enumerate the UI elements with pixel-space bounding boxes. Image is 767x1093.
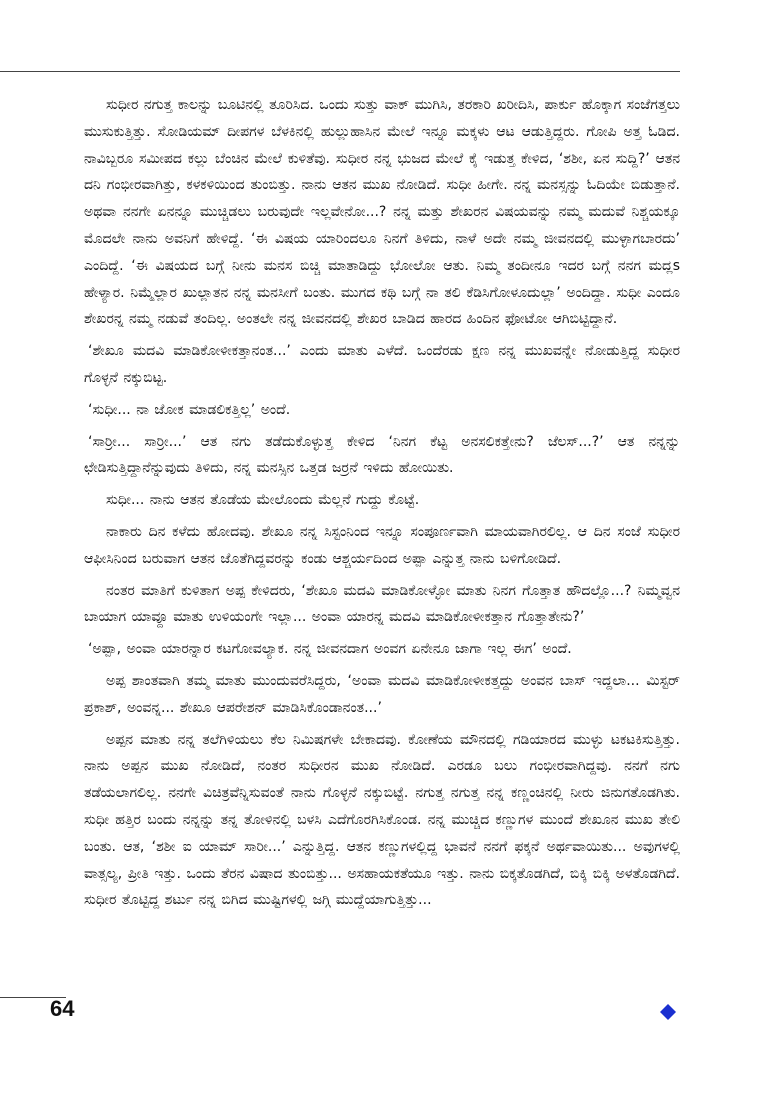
paragraph: ‘ಸಾರ್‍ರೀ... ಸಾರ್‍ರೀ...’ ಆತ ನಗು ತಡೆದುಕೊಳ್ಳುತ್ತ ಕೇಳಿದ ‘ನಿನಗ ಕೆಟ್ಟ ಅನಸಲಿಕತ್ತೇನು? ಜೆಲಸ್...?’ ಆತ ನನ್ನನ್ನು ಛೇಡಿಸುತ್ತಿದ್ದಾನೆನ್ನುವುದು ತಿಳಿದು, ನನ್ನ ಮನಸ್ಸಿನ ಒತ್ತಡ ಜರ್‍ರನೆ ಇಳಿದು ಹೋಯಿತು. <box>84 433 680 477</box>
paragraph: ಅಪ್ಪ ಶಾಂತವಾಗಿ ತಮ್ಮ ಮಾತು ಮುಂದುವರೆಸಿದ್ದರು, ‘ಅಂವಾ ಮದವಿ ಮಾಡಿಕೋಳೀಕತ್ತದ್ದು ಅಂವನ ಬಾಸ್ ಇದ್ದಲಾ... ಮಿಸ್ಟರ್ ಪ್ರಕಾಶ್, ಅಂವನ್ನ... ಶೇಖೂ ಆಪರೇಶನ್ ಮಾಡಿಸಿಕೊಂಡಾನಂತ...’ <box>84 672 680 716</box>
paragraph: ನಾಕಾರು ದಿನ ಕಳೆದು ಹೋದವು. ಶೇಖೂ ನನ್ನ ಸಿಸ್ಟಂನಿಂದ ಇನ್ನೂ ಸಂಪೂರ್ಣವಾಗಿ ಮಾಯವಾಗಿರಲಿಲ್ಲ. ಆ ದಿನ ಸಂಜೆ ಸುಧೀರ ಆಫೀಸಿನಿಂದ ಬರುವಾಗ ಆತನ ಜೊತೆಗಿದ್ದವರನ್ನು ಕಂಡು ಆಶ್ಚರ್ಯದಿಂದ ಅಪ್ಪಾ ಎನ್ನುತ್ತ ನಾನು ಬಳಿಗೋಡಿದೆ. <box>84 523 680 567</box>
paragraph: ‘ಶೇಖೂ ಮದವಿ ಮಾಡಿಕೋಳೀಕತ್ತಾನಂತ...’ ಎಂದು ಮಾತು ಎಳೆದೆ. ಒಂದೆರಡು ಕ್ಷಣ ನನ್ನ ಮುಖವನ್ನೇ ನೋಡುತ್ತಿದ್ದ ಸುಧೀರ ಗೊಳ್ಳನೆ ನಕ್ಕುಬಿಟ್ಟ. <box>84 343 680 386</box>
paragraph: ‘ಸುಧೀ... ನಾ ಜೋಕ ಮಾಡಲಿಕತ್ತಿಲ್ಲ’ ಅಂದೆ. <box>88 401 291 418</box>
paragraph: ಸುಧೀರ ನಗುತ್ತ ಕಾಲನ್ನು ಬೂಟಿನಲ್ಲಿ ತೂರಿಸಿದ. ಒಂದು ಸುತ್ತು ವಾಕ್ ಮುಗಿಸಿ, ತರಕಾರಿ ಖರೀದಿಸಿ, ಪಾರ್ಕು ಹೊಕ್ಕಾಗ ಸಂಜೆಗತ್ತಲು ಮುಸುಕುತ್ತಿತ್ತು. ಸೋಡಿಯಮ್ ದೀಪಗಳ ಬೆಳಕಿನಲ್ಲಿ ಹುಲ್ಲುಹಾಸಿನ ಮೇಲೆ ಇನ್ನೂ ಮಕ್ಕಳು ಆಟ ಆಡುತ್ತಿದ್ದರು. ಗೋಪಿ ಅತ್ತ ಓಡಿದ. ನಾವಿಬ್ಬರೂ ಸಮೀಪದ ಕಲ್ಲು ಬೆಂಚಿನ ಮೇಲೆ ಕುಳಿತೆವು. ಸುಧೀರ ನನ್ನ ಭುಜದ ಮೇಲೆ ಕೈ ಇಡುತ್ತ ಕೇಳಿದ, ‘ಶಶೀ, ಏನ ಸುದ್ದಿ?’ ಆತನ ದನಿ ಗಂಭೀರವಾಗಿತ್ತು, ಕಳಕಳಿಯಿಂದ ತುಂಬಿತ್ತು. ನಾನು ಆತನ ಮುಖ ನೋಡಿದೆ. ಸುಧೀ ಹೀಗೇ. ನನ್ನ ಮನಸ್ಸನ್ನು ಓದಿಯೇ ಬಿಡುತ್ತಾನೆ. ಅಥವಾ ನನಗೇ ಏನನ್ನೂ ಮುಚ್ಚಿಡಲು ಬರುವುದೇ ಇಲ್ಲವೇನೋ...? ನನ್ನ ಮತ್ತು ಶೇಖರನ ವಿಷಯವನ್ನು ನಮ್ಮ ಮದುವೆ ನಿಶ್ಚಯಕ್ಕೂ ಮೊದಲೇ ನಾನು ಅವನಿಗೆ ಹೇಳಿದ್ದೆ. ‘ಈ ವಿಷಯ ಯಾರಿಂದಲೂ ನಿನಗೆ ತಿಳಿದು, ನಾಳೆ ಅದೇ ನಮ್ಮ ಜೀವನದಲ್ಲಿ ಮುಳ್ಳಾಗಬಾರದು’ ಎಂದಿದ್ದೆ. ‘ಈ ವಿಷಯದ ಬಗ್ಗೆ ನೀನು ಮನಸ ಬಿಚ್ಚಿ ಮಾತಾಡಿದ್ದು ಭೋಲೋ ಆತು. ನಿಮ್ಮ ತಂದೀನೂ ಇದರ ಬಗ್ಗೆ ನನಗ ಮದ್ಲs ಹೇಳ್ಯಾರ. ನಿಮ್ಮೆಲ್ಲಾರ ಖುಲ್ಲಾತನ ನನ್ನ ಮನಸೀಗೆ ಬಂತು. ಮುಗದ ಕಥಿ ಬಗ್ಗೆ ನಾ ತಲಿ ಕೆಡಿಸಿಗೋಳೂದುಲ್ಲಾ’ ಅಂದಿದ್ದಾ. ಸುಧೀ ಎಂದೂ ಶೇಖರನ್ನ ನಮ್ಮ ನಡುವೆ ತಂದಿಲ್ಲ. ಅಂತಲೇ ನನ್ನ ಜೀವನದಲ್ಲಿ ಶೇಖರ ಬಾಡಿದ ಹಾರದ ಹಿಂದಿನ ಫೋಟೋ ಆಗಿಬಿಟ್ಟಿದ್ದಾನೆ. <box>84 97 680 328</box>
paragraph: ‘ಅಪ್ಪಾ, ಅಂವಾ ಯಾರನ್ನಾರ ಕಟಗೋವಲ್ಯಾಕ. ನನ್ನ ಜೀವನದಾಗ ಅಂವಗ ಏನೇನೂ ಜಾಗಾ ಇಲ್ಲ ಈಗ’ ಅಂದೆ. <box>88 641 572 658</box>
page-number: 64 <box>50 996 75 1021</box>
paragraph: ಅಪ್ಪನ ಮಾತು ನನ್ನ ತಲೆಗಿಳಿಯಲು ಕೆಲ ನಿಮಿಷಗಳೇ ಬೇಕಾದವು. ಕೋಣೆಯ ಮೌನದಲ್ಲಿ ಗಡಿಯಾರದ ಮುಳ್ಳು ಟಕಟಕಿಸುತ್ತಿತ್ತು. ನಾನು ಅಪ್ಪನ ಮುಖ ನೋಡಿದೆ, ನಂತರ ಸುಧೀರನ ಮುಖ ನೋಡಿದೆ. ಎರಡೂ ಬಲು ಗಂಭೀರವಾಗಿದ್ದವು. ನನಗೆ ನಗು ತಡೆಯಲಾಗಲಿಲ್ಲ. ನನಗೇ ವಿಚಿತ್ರವೆನ್ನಿಸುವಂತೆ ನಾನು ಗೊಳ್ಳನೆ ನಕ್ಕುಬಿಟ್ಟೆ. ನಗುತ್ತ ನಗುತ್ತ ನನ್ನ ಕಣ್ಣಂಚಿನಲ್ಲಿ ನೀರು ಜಿನುಗತೊಡಗಿತು. ಸುಧೀ ಹತ್ತಿರ ಬಂದು ನನ್ನನ್ನು ತನ್ನ ತೋಳಿನಲ್ಲಿ ಬಳಸಿ ಎದೆಗೊರಗಿಸಿಕೊಂಡ. ನನ್ನ ಮುಚ್ಚಿದ ಕಣ್ಣುಗಳ ಮುಂದೆ ಶೇಖೂನ ಮುಖ ತೇಲಿ ಬಂತು. ಆತ, ‘ಶಶೀ ಐ ಯಾಮ್ ಸಾರೀ...’ ಎನ್ನುತ್ತಿದ್ದ. ಆತನ ಕಣ್ಣುಗಳಲ್ಲಿದ್ದ ಭಾವನೆ ನನಗೆ ಫಕ್ಕನೆ ಅರ್ಥವಾಯಿತು... ಅವುಗಳಲ್ಲಿ ವಾತ್ಸಲ್ಯ, ಪ್ರೀತಿ ಇತ್ತು. ಒಂದು ತೆರನ ವಿಷಾದ ತುಂಬಿತ್ತು... ಅಸಹಾಯಕತೆಯೂ ಇತ್ತು. ನಾನು ಬಿಕ್ಕತೊಡಗಿದೆ, ಬಿಕ್ಕಿ ಬಿಕ್ಕಿ ಅಳತೊಡಗಿದೆ. ಸುಧೀರ ತೊಟ್ಟಿದ್ದ ಶರ್ಟು ನನ್ನ ಬಿಗಿದ ಮುಷ್ಟಿಗಳಲ್ಲಿ ಜಗ್ಗಿ ಮುದ್ದೆಯಾಗುತ್ತಿತ್ತು... <box>84 731 680 909</box>
page-body <box>84 92 680 914</box>
paragraph: ನಂತರ ಮಾತಿಗೆ ಕುಳಿತಾಗ ಅಪ್ಪ ಕೇಳಿದರು, ‘ಶೇಖೂ ಮದವಿ ಮಾಡಿಕೋಳ್ಳೋ ಮಾತು ನಿನಗ ಗೊತ್ತಾತ ಹೌದಲ್ಲೊ...? ನಿಮ್ಮವ್ವನ ಬಾಯಾಗ ಯಾವ್ದೂ ಮಾತು ಉಳಿಯಂಗೇ ಇಲ್ಲಾ... ಅಂವಾ ಯಾರನ್ನ ಮದವಿ ಮಾಡಿಕೋಳೀಕತ್ತಾನ ಗೊತ್ತಾತೇನು?’ <box>84 582 680 626</box>
paragraph: ಸುಧೀ... ನಾನು ಆತನ ತೊಡೆಯ ಮೇಲೊಂದು ಮೆಲ್ಲನೆ ಗುದ್ದು ಕೊಟ್ಟೆ. <box>106 492 420 509</box>
diamond-icon <box>659 1003 677 1021</box>
top-rule <box>0 71 680 72</box>
